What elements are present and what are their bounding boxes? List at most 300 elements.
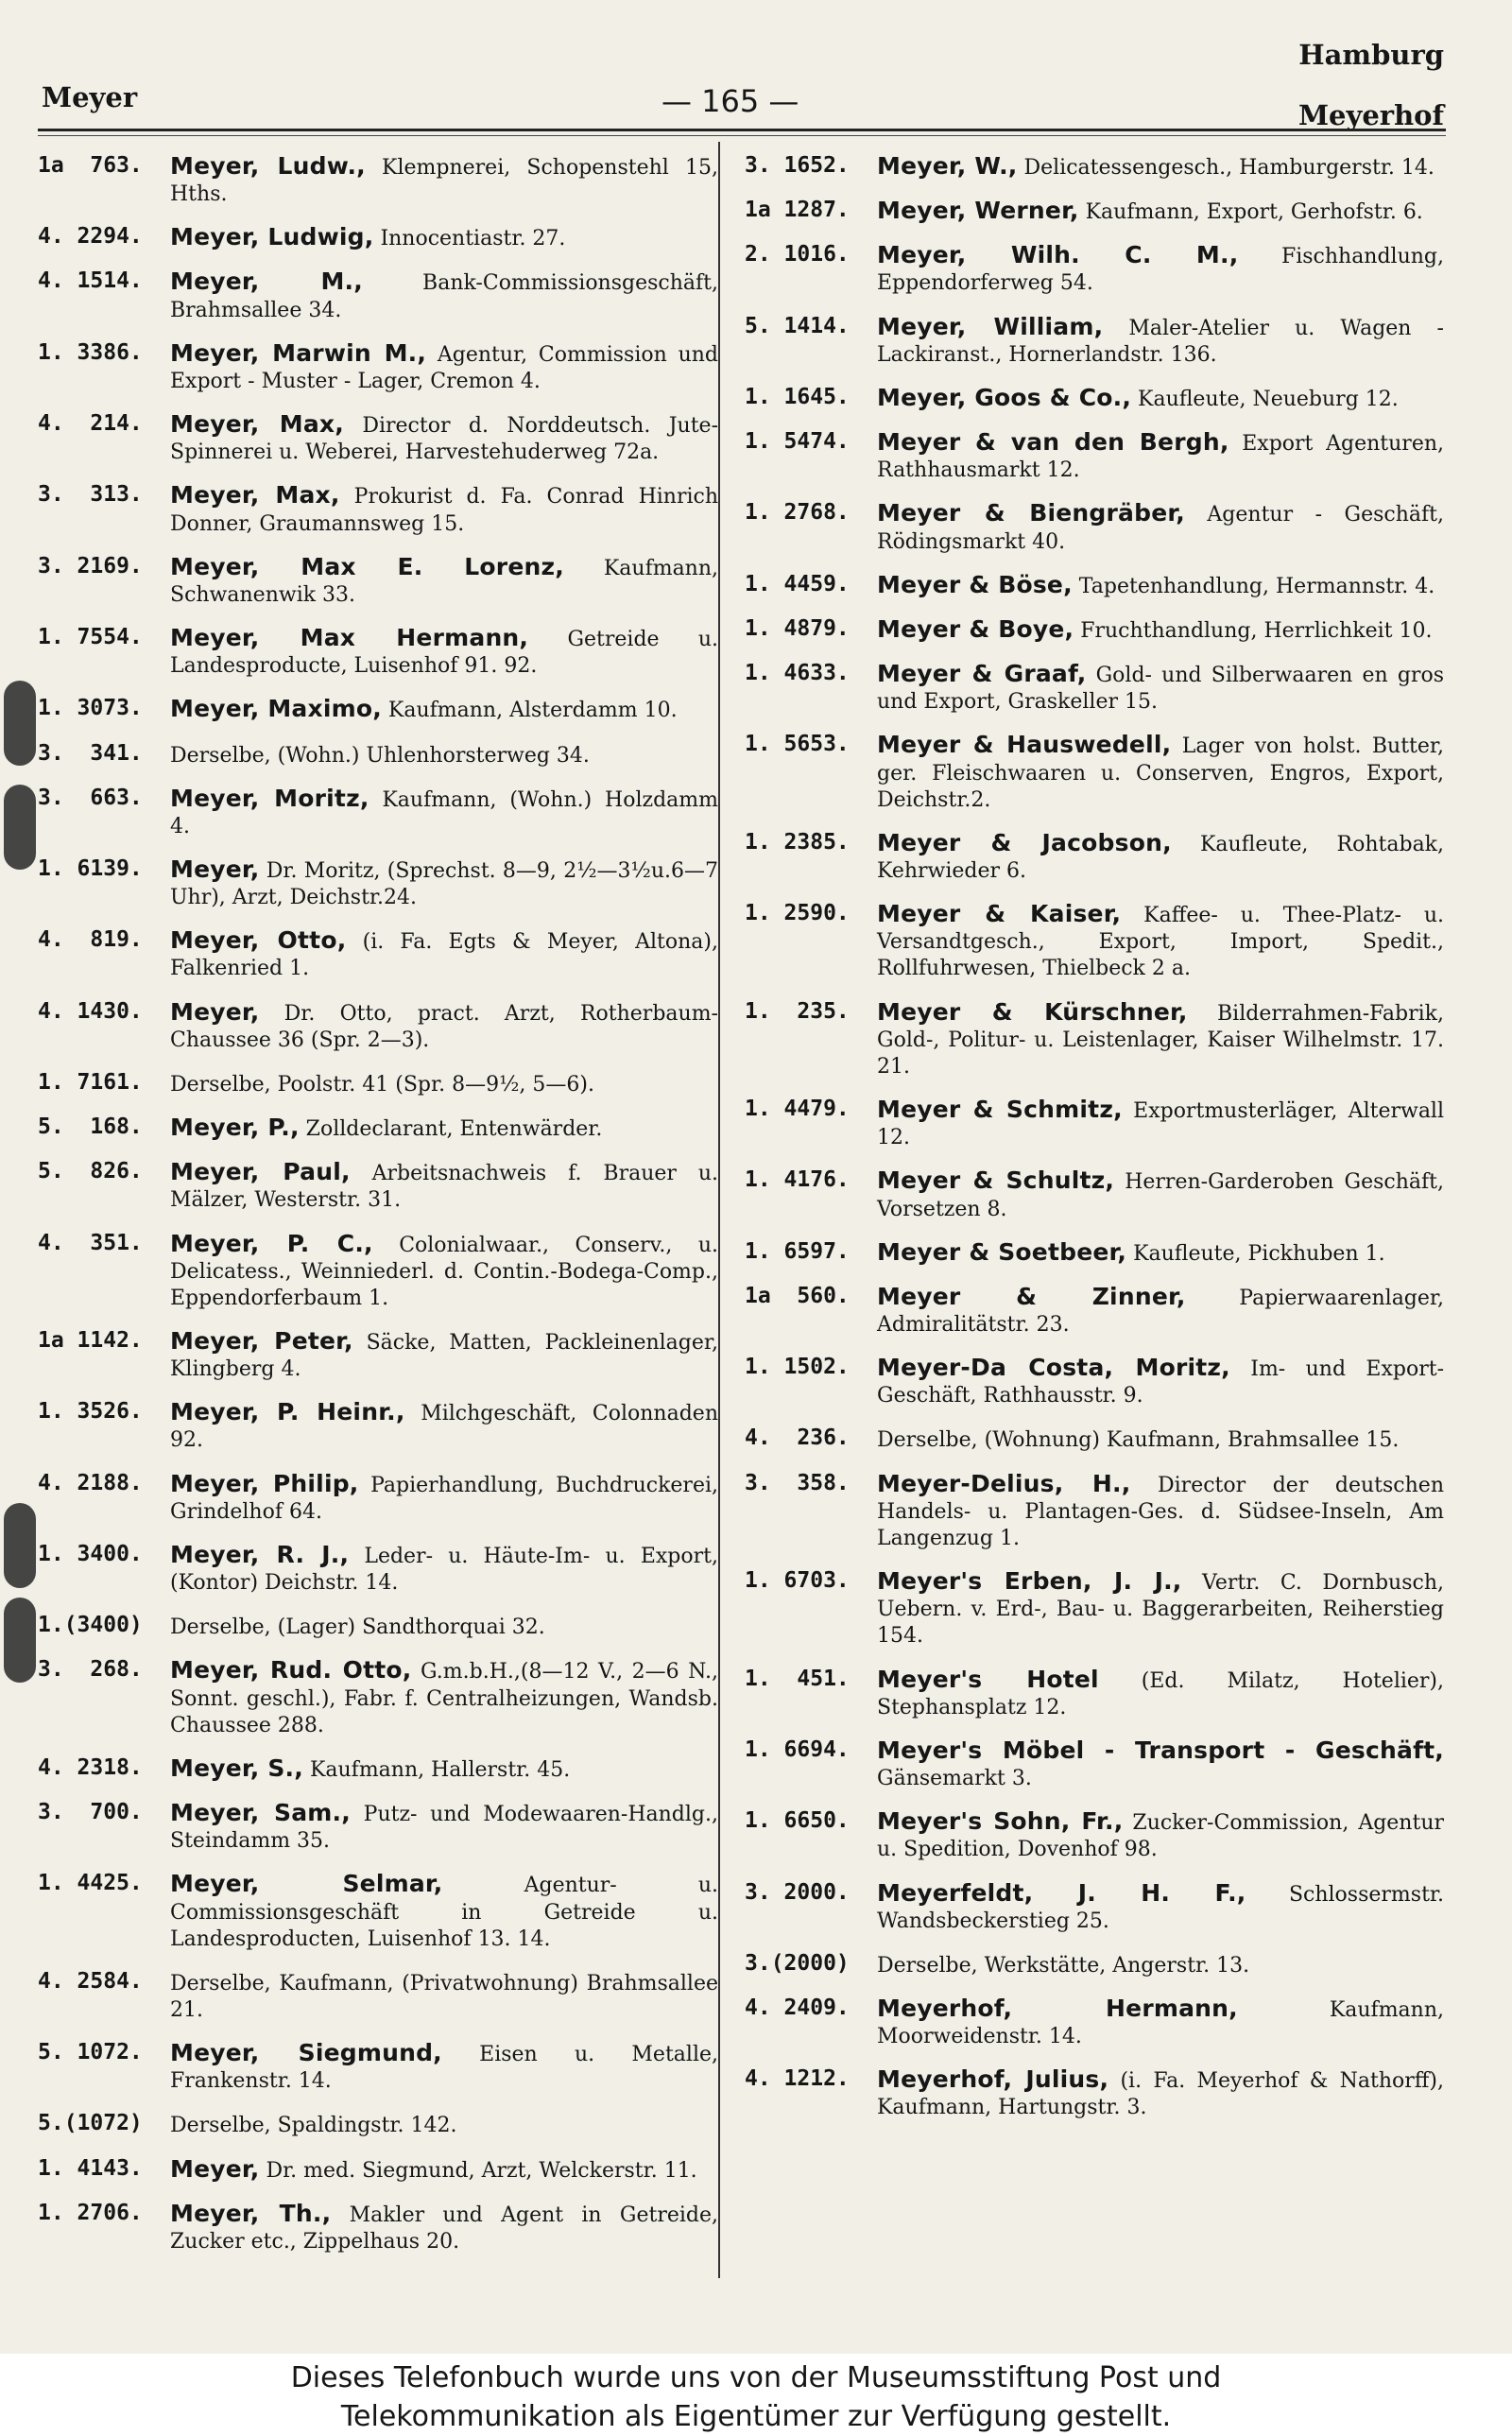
subscriber-name: Meyer, Paul,	[170, 1158, 351, 1186]
entry-text	[877, 1806, 1444, 1863]
first-name-label: Meyer	[42, 81, 138, 113]
directory-entry	[38, 1157, 718, 1214]
directory-entry	[745, 196, 1444, 226]
entry-text	[877, 1878, 1444, 1935]
phone-number: 1a 1287.	[745, 198, 850, 223]
subscriber-details: Kaffee- u. Thee-Platz- u. Versandtgesch., Export, Import, Spedit., Rollfuhrwesen, Thielbeck 2 a.	[877, 904, 1444, 981]
page-number: — 165 —	[662, 83, 799, 119]
subscriber-details: Innocentiastr. 27.	[380, 227, 566, 251]
subscriber-name: Meyer,	[170, 855, 260, 883]
phone-number: 3. 700.	[38, 1800, 143, 1825]
phone-number: 1. 6694.	[745, 1736, 850, 1762]
directory-entry	[745, 1949, 1444, 1979]
subscriber-details: Vertr. C. Dornbusch, Uebern. v. Erd-, Bau- u. Baggerarbeiten, Reiherstieg 154.	[877, 1571, 1444, 1649]
phone-number: 3. 2169.	[38, 553, 143, 579]
entry-text	[877, 570, 1444, 600]
directory-entry	[38, 1068, 718, 1098]
subscriber-name: Meyer, Rud. Otto,	[170, 1656, 412, 1684]
directory-entry	[745, 659, 1444, 716]
directory-entry	[38, 2109, 718, 2139]
subscriber-name: Meyer & Kürschner,	[877, 997, 1188, 1026]
binder-hole	[4, 1598, 36, 1683]
entry-text	[170, 1754, 718, 1784]
directory-entry	[38, 1655, 718, 1738]
directory-entry	[38, 1967, 718, 2024]
subscriber-details: Klempnerei, Schopenstehl 15, Hths.	[170, 156, 718, 207]
phone-number: 1. 5474.	[745, 429, 850, 455]
entry-text	[170, 925, 718, 982]
subscriber-name: Meyer's Erben, J. J.,	[877, 1567, 1182, 1596]
subscriber-details: G.m.b.H.,(8—12 V., 2—6 N., Sonnt. geschl.), Fabr. f. Centralheizungen, Wandsb. Chaussee 288.	[170, 1660, 718, 1737]
directory-entry	[745, 427, 1444, 484]
phone-number: 4. 214.	[38, 411, 143, 437]
subscriber-name: Meyer & Boye,	[877, 614, 1074, 643]
subscriber-name: Meyer, S.,	[170, 1754, 303, 1782]
city-label: Hamburg	[1298, 39, 1444, 71]
subscriber-name: Meyer,	[170, 2154, 260, 2183]
directory-entry	[745, 1237, 1444, 1268]
subscriber-name: Meyer & Böse,	[877, 570, 1073, 598]
subscriber-name: Meyer, P. Heinr.,	[170, 1398, 405, 1426]
entry-text	[170, 1326, 718, 1383]
entry-text	[170, 1540, 718, 1597]
subscriber-name: Meyer & Kaiser,	[877, 900, 1122, 928]
subscriber-name: Meyerhof, Hermann,	[877, 1994, 1238, 2022]
directory-entry	[745, 2065, 1444, 2121]
column-divider	[718, 142, 720, 2278]
entry-text	[170, 2109, 718, 2139]
phone-number: 3. 1652.	[745, 153, 850, 178]
phone-number: 1. 3526.	[38, 1399, 143, 1425]
directory-entry	[745, 1424, 1444, 1454]
subscriber-details: Director d. Norddeutsch. Jute-Spinnerei u. Weberei, Harvestehuderweg 72a.	[170, 414, 718, 465]
phone-number: 1. 4879.	[745, 615, 850, 641]
entry-text	[877, 659, 1444, 716]
subscriber-details: Agentur- u. Commissionsgeschäft in Getreide u. Landesproducten, Luisenhof 13. 14.	[170, 1874, 718, 1951]
subscriber-name: Meyer & Graaf,	[877, 660, 1087, 688]
subscriber-details: Dr. med. Siegmund, Arzt, Welckerstr. 11.	[266, 2158, 697, 2183]
phone-number: 1. 2768.	[745, 500, 850, 526]
phone-number: 1.(3400)	[38, 1613, 143, 1638]
phone-number: 4. 2584.	[38, 1968, 143, 1994]
subscriber-name: Meyer, Moritz,	[170, 784, 369, 812]
entry-text	[877, 383, 1444, 413]
phone-number: 1a 763.	[38, 153, 143, 178]
phone-number: 1. 4633.	[745, 661, 850, 686]
subscriber-details: (i. Fa. Egts & Meyer, Altona), Falkenried 1.	[170, 930, 718, 981]
phone-number: 1. 2590.	[745, 901, 850, 926]
subscriber-details: Exportmusterläger, Alterwall 12.	[877, 1099, 1444, 1150]
footer-notice	[0, 2354, 1512, 2436]
directory-entry	[745, 570, 1444, 600]
entry-text	[170, 480, 718, 537]
subscriber-details: Kaufmann, (Wohn.) Holzdamm 4.	[170, 787, 718, 838]
subscriber-name: Meyer, Selmar,	[170, 1870, 443, 1898]
subscriber-details: Lager von holst. Butter, ger. Fleischwaaren u. Conserven, Engros, Export, Deichstr.2.	[877, 734, 1444, 812]
phone-number: 1. 7161.	[38, 1069, 143, 1095]
directory-entry	[38, 2154, 718, 2185]
directory-entry	[38, 739, 718, 769]
entry-text	[170, 222, 718, 252]
phone-number: 4. 2318.	[38, 1754, 143, 1780]
subscriber-details: Maler-Atelier u. Wagen - Lackiranst., Hornerlandstr. 136.	[877, 316, 1444, 367]
phone-number: 1. 3400.	[38, 1541, 143, 1566]
entry-text	[170, 997, 718, 1054]
subscriber-name: Meyer, Goos & Co.,	[877, 383, 1132, 411]
subscriber-name: Meyer, P.,	[170, 1114, 300, 1142]
entry-text	[877, 828, 1444, 885]
subscriber-details: Agentur, Commission und Export - Muster - Lager, Cremon 4.	[170, 342, 718, 393]
subscriber-name: Meyerhof, Julius,	[877, 2065, 1109, 2094]
subscriber-name: Meyer, Wilh. C. M.,	[877, 241, 1239, 269]
subscriber-name: Meyer, Marwin M.,	[170, 338, 427, 367]
phone-number: 4. 1430.	[38, 998, 143, 1024]
directory-entry	[38, 855, 718, 911]
subscriber-name: Meyer, Werner,	[877, 197, 1079, 225]
header-rule-thin	[38, 135, 1446, 136]
entry-text	[170, 1869, 718, 1952]
directory-entry	[38, 1326, 718, 1383]
phone-number: 1. 4479.	[745, 1097, 850, 1122]
directory-entry	[745, 1282, 1444, 1339]
directory-entry	[38, 1397, 718, 1454]
subscriber-details: Herren-Garderoben Geschäft, Vorsetzen 8.	[877, 1170, 1444, 1221]
subscriber-details: Director der deutschen Handels- u. Plantagen-Ges. d. Südsee-Inseln, Am Langenzug 1.	[877, 1473, 1444, 1550]
subscriber-name: Meyer-Da Costa, Moritz,	[877, 1354, 1230, 1382]
directory-entry	[38, 1113, 718, 1143]
subscriber-name: Meyer, William,	[877, 312, 1104, 340]
directory-entry	[38, 623, 718, 680]
phone-number: 1. 1502.	[745, 1355, 850, 1380]
directory-entry	[745, 730, 1444, 813]
header-rule	[38, 129, 1446, 131]
phone-number: 4. 2188.	[38, 1470, 143, 1495]
directory-entry	[745, 1994, 1444, 2050]
entry-text	[170, 267, 718, 323]
directory-entry	[745, 1469, 1444, 1552]
phone-number: 4. 236.	[745, 1425, 850, 1451]
subscriber-details: Agentur - Geschäft, Rödingsmarkt 40.	[877, 503, 1444, 554]
phone-number: 1. 2706.	[38, 2200, 143, 2225]
subscriber-details: Schlossermstr. Wandsbeckerstieg 25.	[877, 1882, 1444, 1933]
subscriber-name: Meyer's Hotel	[877, 1665, 1099, 1693]
entry-text	[877, 427, 1444, 484]
subscriber-details: Zucker-Commission, Agentur u. Spedition, Dovenhof 98.	[877, 1811, 1444, 1862]
subscriber-details: Eisen u. Metalle, Frankenstr. 14.	[170, 2043, 718, 2094]
entry-text	[170, 1229, 718, 1312]
subscriber-name: Meyer-Delius, H.,	[877, 1469, 1131, 1497]
directory-entry	[38, 1798, 718, 1855]
directory-entry	[745, 828, 1444, 885]
directory-entry	[745, 312, 1444, 369]
subscriber-name: Meyerfeldt, J. H. F.,	[877, 1878, 1246, 1907]
running-header-right	[1298, 38, 1444, 133]
subscriber-details: Putz- und Modewaaren-Handlg., Steindamm 35.	[170, 1803, 718, 1854]
entry-text	[170, 694, 718, 724]
directory-entry	[38, 552, 718, 609]
entry-text	[877, 1237, 1444, 1268]
phone-number: 1. 4425.	[38, 1871, 143, 1896]
subscriber-details: Derselbe, (Wohn.) Uhlenhorsterweg 34.	[170, 743, 590, 768]
entry-text	[170, 1397, 718, 1454]
phone-number: 1. 4459.	[745, 571, 850, 596]
subscriber-name: Meyer, M.,	[170, 268, 363, 296]
subscriber-details: Derselbe, Poolstr. 41 (Spr. 8—9½, 5—6).	[170, 1072, 594, 1097]
subscriber-details: (i. Fa. Meyerhof & Nathorff), Kaufmann, Hartungstr. 3.	[877, 2069, 1444, 2120]
entry-text	[877, 1566, 1444, 1650]
subscriber-details: Dr. Moritz, (Sprechst. 8—9, 2½—3½u.6—7 Uhr), Arzt, Deichstr.24.	[170, 858, 718, 910]
subscriber-details: Milchgeschäft, Colonnaden 92.	[170, 1402, 718, 1453]
directory-entry	[745, 498, 1444, 555]
phone-number: 4. 2409.	[745, 1995, 850, 2020]
subscriber-details: Im- und Export-Geschäft, Rathhausstr. 9.	[877, 1357, 1444, 1408]
phone-number: 4. 351.	[38, 1230, 143, 1255]
directory-entry	[38, 2199, 718, 2255]
directory-entry	[745, 151, 1444, 181]
directory-entry	[745, 1878, 1444, 1935]
right-column	[745, 151, 1444, 2306]
entry-text	[877, 1736, 1444, 1792]
subscriber-details: Kaufleute, Neueburg 12.	[1138, 387, 1399, 411]
phone-number: 1. 235.	[745, 998, 850, 1024]
entry-text	[877, 614, 1444, 645]
footer-line: Telekommunikation als Eigentümer zur Verfügung gestellt.	[340, 2399, 1172, 2433]
entry-text	[877, 1469, 1444, 1552]
subscriber-name: Meyer, Max,	[170, 410, 344, 439]
entry-text	[877, 498, 1444, 555]
subscriber-name: Meyer & Jacobson,	[877, 828, 1172, 856]
entry-text	[877, 1424, 1444, 1454]
entry-text	[170, 338, 718, 395]
directory-entry	[38, 151, 718, 208]
phone-number: 5. 1072.	[38, 2040, 143, 2065]
directory-entry	[38, 2038, 718, 2095]
entry-text	[170, 2154, 718, 2185]
directory-entry	[745, 614, 1444, 645]
subscriber-details: Kaufleute, Pickhuben 1.	[1133, 1241, 1385, 1266]
directory-entry	[38, 338, 718, 395]
subscriber-details: Papierwaarenlager, Admiralitätstr. 23.	[877, 1286, 1444, 1337]
subscriber-details: Makler und Agent in Getreide, Zucker etc., Zippelhaus 20.	[170, 2203, 718, 2254]
directory-entry	[38, 784, 718, 840]
directory-entry	[38, 997, 718, 1054]
directory-entry	[38, 409, 718, 466]
subscriber-details: Export Agenturen, Rathhausmarkt 12.	[877, 432, 1444, 483]
entry-text	[170, 739, 718, 769]
directory-entry	[745, 899, 1444, 982]
entry-text	[877, 196, 1444, 226]
subscriber-name: Meyer & Schultz,	[877, 1166, 1115, 1195]
subscriber-details: Delicatessengesch., Hamburgerstr. 14.	[1023, 156, 1435, 180]
entry-text	[877, 1095, 1444, 1151]
subscriber-name: Meyer, Otto,	[170, 926, 347, 955]
entry-text	[877, 240, 1444, 297]
entry-text	[877, 151, 1444, 181]
subscriber-name: Meyer, Max Hermann,	[170, 624, 529, 652]
subscriber-details: Arbeitsnachweis f. Brauer u. Mälzer, Westerstr. 31.	[170, 1162, 718, 1213]
subscriber-name: Meyer, P. C.,	[170, 1229, 373, 1257]
entry-text	[170, 1611, 718, 1641]
entry-text	[170, 1068, 718, 1098]
entry-text	[877, 730, 1444, 813]
binder-hole	[4, 681, 36, 766]
directory-entry	[745, 1166, 1444, 1222]
subscriber-name: Meyer, Max E. Lorenz,	[170, 552, 564, 580]
entry-text	[170, 409, 718, 466]
subscriber-name: Meyer, Ludwig,	[170, 223, 374, 251]
phone-number: 1a 1142.	[38, 1328, 143, 1353]
entry-text	[170, 1967, 718, 2024]
subscriber-details: Kaufmann, Alsterdamm 10.	[387, 699, 678, 723]
phone-number: 1. 4143.	[38, 2155, 143, 2181]
subscriber-details: Leder- u. Häute-Im- u. Export, (Kontor) Deichstr. 14.	[170, 1544, 718, 1596]
phone-number: 1. 6703.	[745, 1568, 850, 1594]
subscriber-details: Gold- und Silberwaaren en gros und Export, Graskeller 15.	[877, 664, 1444, 715]
phone-number: 4. 2294.	[38, 224, 143, 250]
directory-entry	[38, 1611, 718, 1641]
entry-text	[170, 1113, 718, 1143]
entry-text	[170, 552, 718, 609]
subscriber-name: Meyer's Sohn, Fr.,	[877, 1807, 1124, 1836]
entry-text	[170, 1655, 718, 1738]
directory-entry	[745, 1095, 1444, 1151]
subscriber-name: Meyer, W.,	[877, 152, 1018, 180]
phone-number: 1a 560.	[745, 1283, 850, 1308]
entry-text	[170, 855, 718, 911]
phone-number: 1. 2385.	[745, 829, 850, 855]
phone-number: 1. 6597.	[745, 1238, 850, 1264]
entry-text	[170, 2038, 718, 2095]
entry-text	[170, 623, 718, 680]
subscriber-details: Derselbe, (Wohnung) Kaufmann, Brahmsallee 15.	[877, 1428, 1400, 1453]
phone-number: 5. 826.	[38, 1159, 143, 1184]
directory-entry	[38, 925, 718, 982]
phone-number: 3. 313.	[38, 482, 143, 508]
entry-text	[170, 1157, 718, 1214]
phone-number: 3. 358.	[745, 1470, 850, 1495]
directory-entry	[38, 1229, 718, 1312]
footer-line: Dieses Telefonbuch wurde uns von der Museumsstiftung Post und	[290, 2361, 1222, 2394]
subscriber-details: Bilderrahmen-Fabrik, Gold-, Politur- u. Leistenlager, Kaiser Wilhelmstr. 17. 21.	[877, 1001, 1444, 1079]
subscriber-name: Meyer & Soetbeer,	[877, 1237, 1127, 1266]
subscriber-name: Meyer, Max,	[170, 481, 340, 510]
phone-number: 3. 341.	[38, 740, 143, 766]
subscriber-details: Gänsemarkt 3.	[877, 1767, 1032, 1791]
subscriber-details: Colonialwaar., Conserv., u. Delicatess., Weinniederl. d. Contin.-Bodega-Comp., Eppendorferbaum 1.	[170, 1233, 718, 1310]
phone-number: 1. 6139.	[38, 855, 143, 881]
subscriber-name: Meyer & Hauswedell,	[877, 731, 1172, 759]
subscriber-name: Meyer, Peter,	[170, 1327, 353, 1355]
subscriber-name: Meyer & van den Bergh,	[877, 428, 1229, 457]
subscriber-details: Derselbe, Kaufmann, (Privatwohnung) Brahmsallee 21.	[170, 1971, 718, 2022]
subscriber-details: Kaufmann, Schwanenwik 33.	[170, 556, 718, 607]
subscriber-details: (Ed. Milatz, Hotelier), Stephansplatz 12.	[877, 1668, 1444, 1719]
entry-text	[170, 1798, 718, 1855]
phone-number: 5. 168.	[38, 1114, 143, 1140]
subscriber-details: Zolldeclarant, Entenwärder.	[305, 1117, 603, 1142]
phone-number: 1. 5653.	[745, 732, 850, 757]
subscriber-details: Derselbe, Spaldingstr. 142.	[170, 2114, 457, 2138]
subscriber-name: Meyer, Ludw.,	[170, 152, 366, 180]
directory-entry	[745, 383, 1444, 413]
entry-text	[877, 2065, 1444, 2121]
phone-number: 1. 3386.	[38, 339, 143, 365]
phone-number: 3. 2000.	[745, 1879, 850, 1905]
phone-number: 2. 1016.	[745, 242, 850, 268]
phone-number: 4. 1212.	[745, 2066, 850, 2092]
directory-entry	[38, 1540, 718, 1597]
subscriber-name: Meyer, R. J.,	[170, 1540, 350, 1568]
subscriber-name: Meyer, Maximo,	[170, 695, 382, 723]
entry-text	[170, 151, 718, 208]
phone-number: 4. 1514.	[38, 268, 143, 294]
directory-entry	[745, 1806, 1444, 1863]
phone-number: 4. 819.	[38, 927, 143, 953]
directory-entry	[745, 240, 1444, 297]
entry-text	[877, 1665, 1444, 1721]
phone-number: 3. 268.	[38, 1657, 143, 1683]
entry-text	[877, 1282, 1444, 1339]
directory-entry	[745, 1353, 1444, 1409]
entry-text	[877, 1994, 1444, 2050]
entry-text	[170, 2199, 718, 2255]
subscriber-name: Meyer & Schmitz,	[877, 1096, 1123, 1124]
phone-number: 5. 1414.	[745, 313, 850, 338]
directory-entry	[745, 1566, 1444, 1650]
directory-entry	[38, 1469, 718, 1526]
phone-number: 1. 6650.	[745, 1808, 850, 1834]
subscriber-details: Kaufmann, Hallerstr. 45.	[309, 1757, 571, 1782]
entry-text	[170, 1469, 718, 1526]
subscriber-details: Kaufmann, Moorweidenstr. 14.	[877, 1997, 1444, 2049]
subscriber-details: Kaufmann, Export, Gerhofstr. 6.	[1085, 200, 1423, 225]
entry-text	[170, 784, 718, 840]
directory-entry	[745, 1665, 1444, 1721]
entry-text	[877, 1166, 1444, 1222]
phone-number: 1. 4176.	[745, 1167, 850, 1193]
subscriber-name: Meyer & Biengräber,	[877, 499, 1185, 527]
phone-number: 1. 451.	[745, 1666, 850, 1691]
subscriber-details: Getreide u. Landesproducte, Luisenhof 91. 92.	[170, 628, 718, 679]
subscriber-name: Meyer, Th.,	[170, 2199, 332, 2227]
subscriber-details: Dr. Otto, pract. Arzt, Rotherbaum-Chaussee 36 (Spr. 2—3).	[170, 1001, 718, 1052]
subscriber-name: Meyer, Siegmund,	[170, 2039, 442, 2067]
phone-number: 1. 1645.	[745, 384, 850, 409]
directory-entry	[745, 997, 1444, 1080]
subscriber-details: Kaufleute, Rohtabak, Kehrwieder 6.	[877, 832, 1444, 883]
phone-number: 1. 7554.	[38, 625, 143, 650]
subscriber-details: Derselbe, Werkstätte, Angerstr. 13.	[877, 1953, 1250, 1978]
subscriber-details: Bank-Commissionsgeschäft, Brahmsallee 34.	[170, 271, 718, 322]
directory-entry	[38, 1754, 718, 1784]
binder-hole	[4, 785, 36, 870]
subscriber-details: Papierhandlung, Buchdruckerei, Grindelhof 64.	[170, 1473, 718, 1524]
last-name-label: Meyerhof	[1297, 99, 1444, 132]
directory-entry	[38, 694, 718, 724]
subscriber-name: Meyer's Möbel - Transport - Geschäft,	[877, 1736, 1444, 1764]
directory-entry	[38, 222, 718, 252]
subscriber-name: Meyer & Zinner,	[877, 1282, 1186, 1310]
entry-text	[877, 997, 1444, 1080]
directory-entry	[38, 1869, 718, 1952]
entry-text	[877, 899, 1444, 982]
directory-entry	[745, 1736, 1444, 1792]
subscriber-details: Säcke, Matten, Packleinenlager, Klingberg 4.	[170, 1331, 718, 1382]
subscriber-details: Derselbe, (Lager) Sandthorquai 32.	[170, 1615, 545, 1640]
directory-entry	[38, 267, 718, 323]
entry-text	[877, 312, 1444, 369]
phone-number: 3. 663.	[38, 785, 143, 810]
